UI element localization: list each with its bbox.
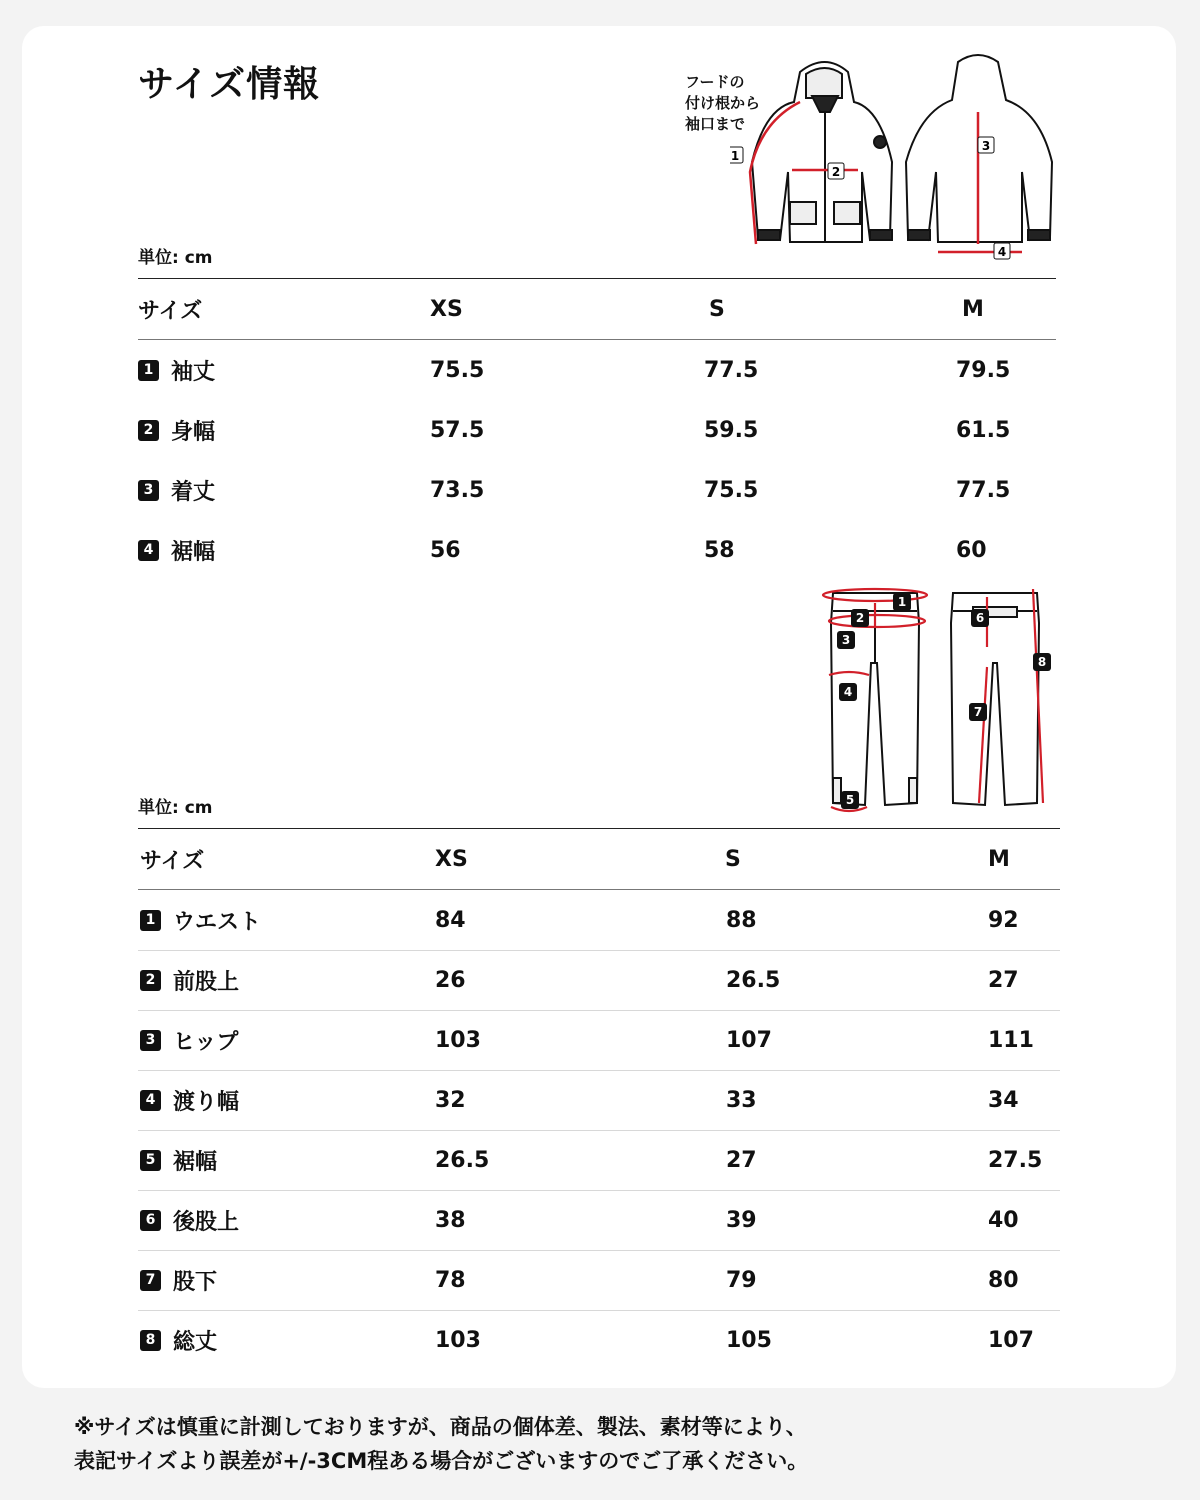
pants-mark-2: 2 [855, 611, 865, 625]
row-number-badge: 5 [140, 1150, 161, 1171]
value-xs: 84 [435, 907, 466, 933]
note-line-2: 表記サイズより誤差が+/-3CM程ある場合がございますのでご了承ください。 [74, 1449, 809, 1473]
value-xs: 78 [435, 1267, 466, 1293]
jacket-mark-2: 2 [831, 165, 841, 179]
row-label: 着丈 [171, 479, 216, 505]
pants-header-row [138, 828, 1060, 890]
jacket-size-table [138, 278, 1056, 578]
row-label: ヒップ [173, 1029, 239, 1055]
table-row [138, 1250, 1060, 1311]
row-number-badge: 3 [138, 480, 159, 501]
value-m: 107 [988, 1327, 1034, 1353]
jacket-header-row [138, 278, 1056, 340]
jacket-mark-4: 4 [997, 245, 1007, 259]
jacket-mark-1: 1 [730, 149, 740, 163]
table-row [138, 1130, 1060, 1191]
value-s: 79 [726, 1267, 757, 1293]
table-row [138, 1190, 1060, 1251]
pants-size-table [138, 828, 1060, 1368]
pants-back-icon [951, 593, 1039, 805]
table-row [138, 1010, 1060, 1071]
row-label: 前股上 [173, 969, 240, 995]
table-row [138, 520, 1056, 580]
jacket-diagram [730, 52, 1060, 264]
pants-mark-6: 6 [975, 611, 985, 625]
row-number-badge: 3 [140, 1030, 161, 1051]
sleeve-callout: フードの 付け根から 袖口まで [685, 73, 761, 133]
value-xs: 103 [435, 1027, 481, 1053]
header-xs: XS [435, 846, 468, 872]
row-number-badge: 6 [140, 1210, 161, 1231]
table-row [138, 340, 1056, 400]
row-number-badge: 2 [140, 970, 161, 991]
row-label: 裾幅 [173, 1149, 218, 1175]
value-xs: 26 [435, 967, 466, 993]
pants-mark-4: 4 [843, 685, 853, 699]
header-m: M [962, 296, 984, 322]
value-s: 88 [726, 907, 757, 933]
row-number-badge: 4 [140, 1090, 161, 1111]
row-number-badge: 2 [138, 420, 159, 441]
value-xs: 75.5 [430, 357, 485, 383]
jacket-front-icon [752, 62, 892, 242]
pants-mark-1: 1 [897, 595, 907, 609]
row-number-badge: 1 [138, 360, 159, 381]
value-m: 80 [988, 1267, 1019, 1293]
value-s: 27 [726, 1147, 757, 1173]
row-label: 股下 [173, 1269, 218, 1295]
value-m: 60 [956, 537, 987, 563]
header-xs: XS [430, 296, 463, 322]
pants-unit: 単位: cm [138, 798, 213, 818]
disclaimer-note [74, 1410, 808, 1478]
value-m: 40 [988, 1207, 1019, 1233]
value-m: 79.5 [956, 357, 1011, 383]
row-number-badge: 8 [140, 1330, 161, 1351]
table-row [138, 890, 1060, 951]
value-s: 58 [704, 537, 735, 563]
header-size: サイズ [138, 298, 203, 324]
value-s: 26.5 [726, 967, 781, 993]
value-s: 33 [726, 1087, 757, 1113]
page-title: サイズ情報 [138, 64, 321, 105]
table-row [138, 950, 1060, 1011]
header-m: M [988, 846, 1010, 872]
value-s: 75.5 [704, 477, 759, 503]
jacket-unit: 単位: cm [138, 248, 213, 268]
value-xs: 57.5 [430, 417, 485, 443]
row-label: ウエスト [173, 909, 262, 935]
table-row [138, 1070, 1060, 1131]
value-s: 59.5 [704, 417, 759, 443]
value-m: 27.5 [988, 1147, 1043, 1173]
value-m: 111 [988, 1027, 1034, 1053]
header-s: S [709, 296, 725, 322]
value-xs: 38 [435, 1207, 466, 1233]
pants-mark-7: 7 [973, 705, 983, 719]
row-label: 裾幅 [171, 539, 216, 565]
value-m: 92 [988, 907, 1019, 933]
value-s: 39 [726, 1207, 757, 1233]
value-m: 27 [988, 967, 1019, 993]
value-xs: 103 [435, 1327, 481, 1353]
row-label: 後股上 [173, 1209, 240, 1235]
pants-mark-3: 3 [841, 633, 851, 647]
pants-mark-8: 8 [1037, 655, 1047, 669]
table-row [138, 460, 1056, 520]
value-s: 107 [726, 1027, 772, 1053]
jacket-mark-3: 3 [981, 139, 991, 153]
header-size: サイズ [140, 848, 205, 874]
value-m: 61.5 [956, 417, 1011, 443]
row-label: 渡り幅 [173, 1089, 240, 1115]
note-line-1: ※サイズは慎重に計測しておりますが、商品の個体差、製法、素材等により、 [74, 1415, 807, 1439]
pants-diagram [815, 583, 1060, 818]
table-row [138, 1310, 1060, 1370]
row-label: 総丈 [173, 1329, 218, 1355]
header-s: S [725, 846, 741, 872]
row-label: 袖丈 [171, 359, 216, 385]
value-s: 105 [726, 1327, 772, 1353]
value-xs: 73.5 [430, 477, 485, 503]
row-number-badge: 4 [138, 540, 159, 561]
table-row [138, 400, 1056, 460]
value-m: 77.5 [956, 477, 1011, 503]
pants-mark-5: 5 [845, 793, 855, 807]
value-xs: 26.5 [435, 1147, 490, 1173]
value-xs: 56 [430, 537, 461, 563]
value-m: 34 [988, 1087, 1019, 1113]
row-number-badge: 1 [140, 910, 161, 931]
value-s: 77.5 [704, 357, 759, 383]
row-number-badge: 7 [140, 1270, 161, 1291]
value-xs: 32 [435, 1087, 466, 1113]
row-label: 身幅 [171, 419, 216, 445]
